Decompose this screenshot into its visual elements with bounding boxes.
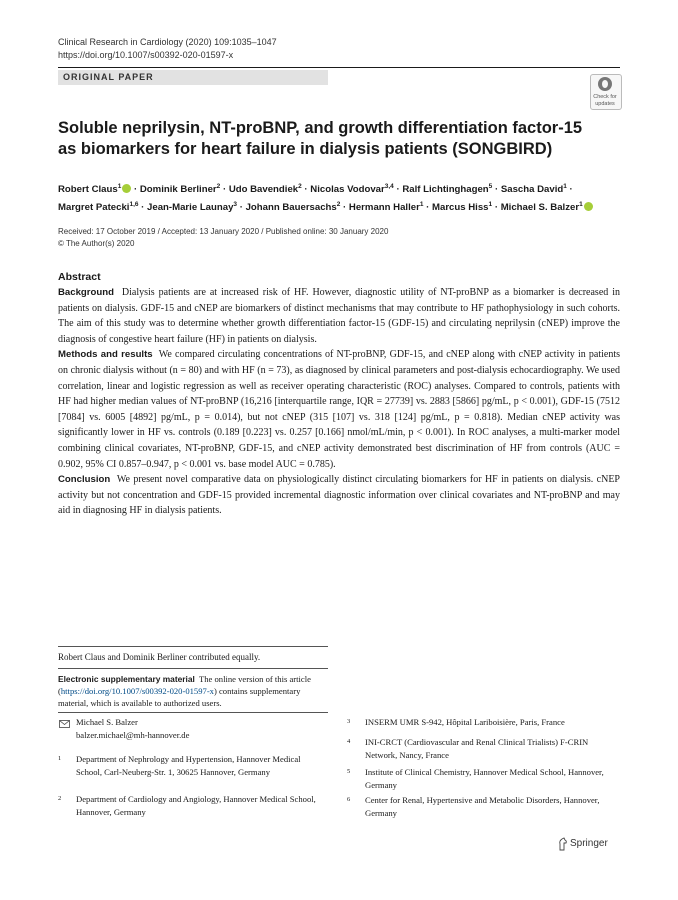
affiliation-number: 2 <box>58 795 62 802</box>
author-name: Hermann Haller <box>348 202 420 214</box>
author[interactable] <box>501 184 567 195</box>
affiliation-number: 5 <box>347 768 351 775</box>
footnote-rule-2 <box>58 668 328 669</box>
orcid-icon[interactable] <box>122 184 131 193</box>
conclusion-text: We present novel comparative data on physiologically distinct circulating biomarkers for HF in patients on dialysis. cNEP activity but not concentration and GDF-15 provided incremental diagnostic information over clinical covariates and NT-proBNP and may aid in diagnosing HF in dialysis patients. <box>58 474 620 517</box>
author-name: Udo Bavendiek <box>228 184 299 196</box>
orcid-icon[interactable] <box>584 202 593 211</box>
background-text: Dialysis patients are at increased risk of HF. However, diagnostic utility of NT-proBNP as a biomarker is decreased in patients on dialysis. GDF-15 and cNEP are biomarkers of distinct mechanisms that may contribute to HF pathophysiology in such cohorts. The aim of this study was to determine whether growth differentiation factor-15 (GDF-15) and circulating neprilysin (cNEP) improve the diagnosis of congestive heart failure (HF) in patients on dialysis. <box>58 287 621 345</box>
author-affiliation-ref: 1 <box>579 201 583 209</box>
author[interactable] <box>140 184 220 195</box>
title-line-1: Soluble neprilysin, NT-proBNP, and growth differentiation factor-15 <box>58 119 583 137</box>
author-name: Sascha David <box>500 184 564 196</box>
header-rule <box>58 67 620 68</box>
title-line-2: as biomarkers for heart failure in dialysis patients (SONGBIRD) <box>58 140 553 158</box>
affiliation-text: INI-CRCT (Cardiovascular and Renal Clinical Trialists) F-CRIN Network, Nancy, France <box>365 737 589 760</box>
footnote-rule-1 <box>58 646 328 647</box>
affiliation-text: INSERM UMR S-942, Hôpital Lariboisière, Paris, France <box>365 717 565 727</box>
abstract-methods <box>58 347 620 472</box>
author[interactable] <box>58 184 131 195</box>
corresponding-author <box>76 716 189 741</box>
methods-text: We compared circulating concentrations of NT-proBNP, GDF-15, and cNEP along with cNEP activity in patients on chronic dialysis without (n = 80) and with HF (n = 73), as diagnosed by clinical parameters and post-dialysis echocardiography. We used correlation, linear and logistic regression as well as receiver operating characteristic (ROC) analyses. Compared to controls, patients with HF had higher median values of NT-proBNP (16,216 [interquartile range, IQR = 27739] vs. 2883 [5866] pg/mL, p < 0.001), GDF-15 (7512 [7084] vs. 6005 [4892] pg/mL, p = 0.014), but not cNEP (315 [107] vs. 318 [124] pg/mL, p = 0.818). Median cNEP activity was significantly lower in HF vs. controls (0.189 [0.223] vs. 0.257 [0.166] nmol/mL/min, p < 0.001). In ROC analyses, a multi-marker model combining clinical covariates, NT-proBNP, GDF-15, and cNEP activity demonstrated best discrimination of HF from controls (AUC = 0.902, 95% CI 0.857–0.947, p < 0.001 vs. base model AUC = 0.785). <box>58 349 620 470</box>
abstract-background <box>58 285 620 347</box>
corresponding-name: Michael S. Balzer <box>76 717 138 727</box>
background-label: Background <box>58 287 114 298</box>
crossmark-icon-inner <box>602 80 608 88</box>
author-affiliation-ref: 3 <box>233 201 238 209</box>
affiliation-text: Department of Cardiology and Angiology, Hannover Medical School, Hannover, Germany <box>76 794 316 817</box>
author-affiliation-ref: 1 <box>563 183 567 190</box>
author-name: Michael S. Balzer <box>500 202 580 214</box>
author-affiliation-ref: 1,6 <box>129 201 139 209</box>
author-affiliation-ref: 5 <box>488 183 493 190</box>
doi-link[interactable]: https://doi.org/10.1007/s00392-020-01597-x <box>58 50 234 60</box>
author[interactable] <box>229 184 302 195</box>
article-type-label: ORIGINAL PAPER <box>63 72 154 82</box>
envelope-icon <box>59 720 70 728</box>
esm-text-1: The online version of this article ( <box>58 674 311 697</box>
esm-note <box>58 673 323 710</box>
footnote-rule-3 <box>58 712 328 713</box>
abstract-heading: Abstract <box>58 271 101 283</box>
corresponding-email[interactable]: balzer.michael@mh-hannover.de <box>76 729 190 740</box>
conclusion-label: Conclusion <box>58 474 111 486</box>
author-affiliation-ref: 2 <box>336 201 341 209</box>
author-name: Jean-Marie Launay <box>147 202 234 214</box>
author-name: Johann Bauersachs <box>245 202 337 214</box>
article-title <box>58 118 618 160</box>
esm-link[interactable]: https://doi.org/10.1007/s00392-020-01597-x <box>60 686 214 697</box>
esm-label: Electronic supplementary material <box>58 674 195 684</box>
author-affiliation-ref: 1 <box>488 201 493 209</box>
author-list: Robert Claus$^1$ · Dominik Berliner$^2$ · Udo Bavendiek$^2$ · Nicolas Vodovar$^{3,4}$ · Ralf Lichtinghagen$^5$ · Sascha David$^1$ · Margret Patecki$^{1,6}$ · Jean-Marie Launay$^3$ · Johann Bauersachs$^2$ · Hermann Haller$^1$ · Marcus Hiss$^1$ · Michael S. Balzer$^1$ <box>58 179 623 215</box>
abstract-body <box>58 285 620 519</box>
author[interactable] <box>402 184 492 195</box>
affiliation-number: 4 <box>347 738 351 745</box>
crossmark-label-line1: Check for <box>593 94 617 100</box>
springer-horse-icon <box>557 837 569 851</box>
journal-header <box>58 36 277 62</box>
author-name: Dominik Berliner <box>139 184 217 196</box>
date-history: Received: 17 October 2019 / Accepted: 13 January 2020 / Published online: 30 January 2020 <box>58 227 389 236</box>
author-name: Nicolas Vodovar <box>310 184 385 196</box>
author-affiliation-ref: 2 <box>298 183 302 190</box>
author[interactable] <box>246 202 341 213</box>
esm-text-2: ) contains supplementary material, which is available to authorized users. <box>58 686 301 709</box>
author-affiliation-ref: 1 <box>419 201 424 209</box>
author[interactable] <box>58 202 139 213</box>
author-name: Marcus Hiss <box>432 202 489 214</box>
author[interactable] <box>310 184 394 195</box>
abstract-conclusion <box>58 472 620 519</box>
crossmark-label <box>588 94 622 107</box>
affiliation-number: 1 <box>58 755 62 762</box>
author[interactable] <box>501 202 593 213</box>
author[interactable] <box>349 202 424 213</box>
contribution-note: Robert Claus and Dominik Berliner contributed equally. <box>58 652 261 662</box>
journal-citation: Clinical Research in Cardiology (2020) 109:1035–1047 <box>58 37 277 47</box>
affiliation-text: Department of Nephrology and Hypertension, Hannover Medical School, Carl-Neuberg-Str. 1, 30625 Hannover, Germany <box>76 754 301 777</box>
publisher-logo-text: Springer <box>570 838 608 849</box>
author-name: Margret Patecki <box>58 202 130 214</box>
crossmark-label-line2: updates <box>595 100 615 107</box>
copyright: © The Author(s) 2020 <box>58 238 135 248</box>
publication-dates <box>58 226 388 249</box>
affiliation-number: 3 <box>347 718 351 725</box>
author-name: Ralf Lichtinghagen <box>402 184 489 196</box>
author-name: Robert Claus <box>58 184 118 196</box>
affiliation-number: 6 <box>347 796 351 803</box>
author-affiliation-ref: 3,4 <box>384 183 394 190</box>
author[interactable] <box>147 202 237 213</box>
author-affiliation-ref: 2 <box>216 183 221 190</box>
affiliation-text: Institute of Clinical Chemistry, Hannover Medical School, Hannover, Germany <box>365 767 604 790</box>
author[interactable] <box>432 202 492 213</box>
affiliation-text: Center for Renal, Hypertensive and Metabolic Disorders, Hannover, Germany <box>365 795 600 818</box>
methods-label: Methods and results <box>58 349 153 361</box>
author-affiliation-ref: 1 <box>117 183 122 190</box>
